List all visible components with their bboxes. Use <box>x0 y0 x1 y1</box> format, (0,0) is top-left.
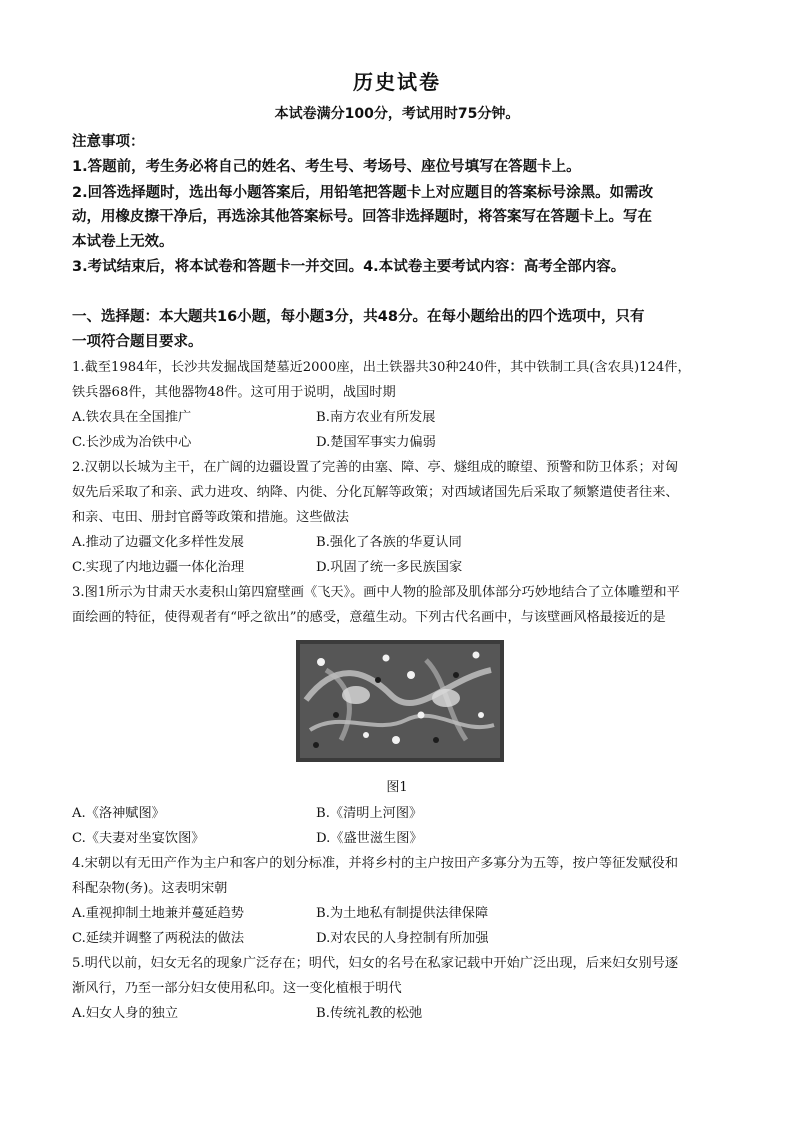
question-1-stem: 1.截至1984年，长沙共发掘战国楚墓近2000座，出土铁器共30种240件，其中铁制工具(含农具)124件， <box>72 360 691 375</box>
mural-image-art <box>296 640 504 762</box>
notes-heading: 注意事项： <box>72 134 145 150</box>
figure-caption: 图1 <box>386 780 408 795</box>
question-4-stem: 4.宋朝以有无田产作为主户和客户的划分标准，并将乡村的主户按田产多寡分为五等，按户等征发赋役和 <box>72 856 679 871</box>
notes-line: 本试卷上无效。 <box>72 234 174 250</box>
question-1-option-b: B.南方农业有所发展 <box>316 410 436 425</box>
question-2-stem: 和亲、屯田、册封官爵等政策和措施。这些做法 <box>72 510 349 525</box>
question-3-option-b: B.《清明上河图》 <box>316 806 423 821</box>
question-4-option-d: D.对农民的人身控制有所加强 <box>316 931 489 946</box>
question-3-stem: 面绘画的特征，使得观者有“呼之欲出”的感受，意蕴生动。下列古代名画中，与该壁画风格最接近的是 <box>72 610 666 625</box>
question-5-stem: 渐风行，乃至一部分妇女使用私印。这一变化植根于明代 <box>72 981 402 996</box>
question-4-option-a: A.重视抑制土地兼并蔓延趋势 <box>72 906 244 921</box>
page-title: 历史试卷 <box>353 70 441 94</box>
question-3-option-d: D.《盛世滋生图》 <box>316 831 423 846</box>
question-2-stem: 2.汉朝以长城为主干，在广阔的边疆设置了完善的由塞、障、亭、燧组成的瞭望、预警和防卫体系；对匈 <box>72 460 679 475</box>
question-5-option-b: B.传统礼教的松弛 <box>316 1006 423 1021</box>
question-1-option-a: A.铁农具在全国推广 <box>72 410 192 425</box>
question-2-option-c: C.实现了内地边疆一体化治理 <box>72 560 245 575</box>
question-4-option-c: C.延续并调整了两税法的做法 <box>72 931 245 946</box>
mural-figure-image <box>296 640 504 762</box>
question-2-option-b: B.强化了各族的华夏认同 <box>316 535 462 550</box>
question-4-stem: 科配杂物(务)。这表明宋朝 <box>72 881 228 896</box>
question-2-option-d: D.巩固了统一多民族国家 <box>316 560 463 575</box>
section-heading: 一项符合题目要求。 <box>72 334 203 350</box>
question-2-stem: 奴先后采取了和亲、武力进攻、纳降、内徙、分化瓦解等政策；对西域诸国先后采取了频繁遣使者往来、 <box>72 485 679 500</box>
notes-line: 1.答题前，考生务必将自己的姓名、考生号、考场号、座位号填写在答题卡上。 <box>72 159 581 175</box>
notes-line: 3.考试结束后，将本试卷和答题卡一并交回。4.本试卷主要考试内容：高考全部内容。 <box>72 259 626 275</box>
question-1-option-c: C.长沙成为冶铁中心 <box>72 435 192 450</box>
question-4-option-b: B.为土地私有制提供法律保障 <box>316 906 489 921</box>
section-heading: 一、选择题：本大题共16小题，每小题3分，共48分。在每小题给出的四个选项中，只有 <box>72 309 645 325</box>
question-2-option-a: A.推动了边疆文化多样性发展 <box>72 535 244 550</box>
notes-line: 动，用橡皮擦干净后，再选涂其他答案标号。回答非选择题时，将答案写在答题卡上。写在 <box>72 209 652 225</box>
question-1-stem: 铁兵器68件，其他器物48件。这可用于说明，战国时期 <box>72 385 396 400</box>
question-1-option-d: D.楚国军事实力偏弱 <box>316 435 436 450</box>
question-3-stem: 3.图1所示为甘肃天水麦积山第四窟壁画《飞天》。画中人物的脸部及肌体部分巧妙地结合了立体雕塑和平 <box>72 585 680 600</box>
notes-line: 2.回答选择题时，选出每小题答案后，用铅笔把答题卡上对应题目的答案标号涂黑。如需改 <box>72 185 654 201</box>
question-3-option-a: A.《洛神赋图》 <box>72 806 165 821</box>
exam-subtitle: 本试卷满分100分，考试用时75分钟。 <box>274 106 520 122</box>
question-3-option-c: C.《夫妻对坐宴饮图》 <box>72 831 205 846</box>
question-5-stem: 5.明代以前，妇女无名的现象广泛存在；明代，妇女的名号在私家记载中开始广泛出现，后来妇女别号逐 <box>72 956 679 971</box>
question-5-option-a: A.妇女人身的独立 <box>72 1006 179 1021</box>
